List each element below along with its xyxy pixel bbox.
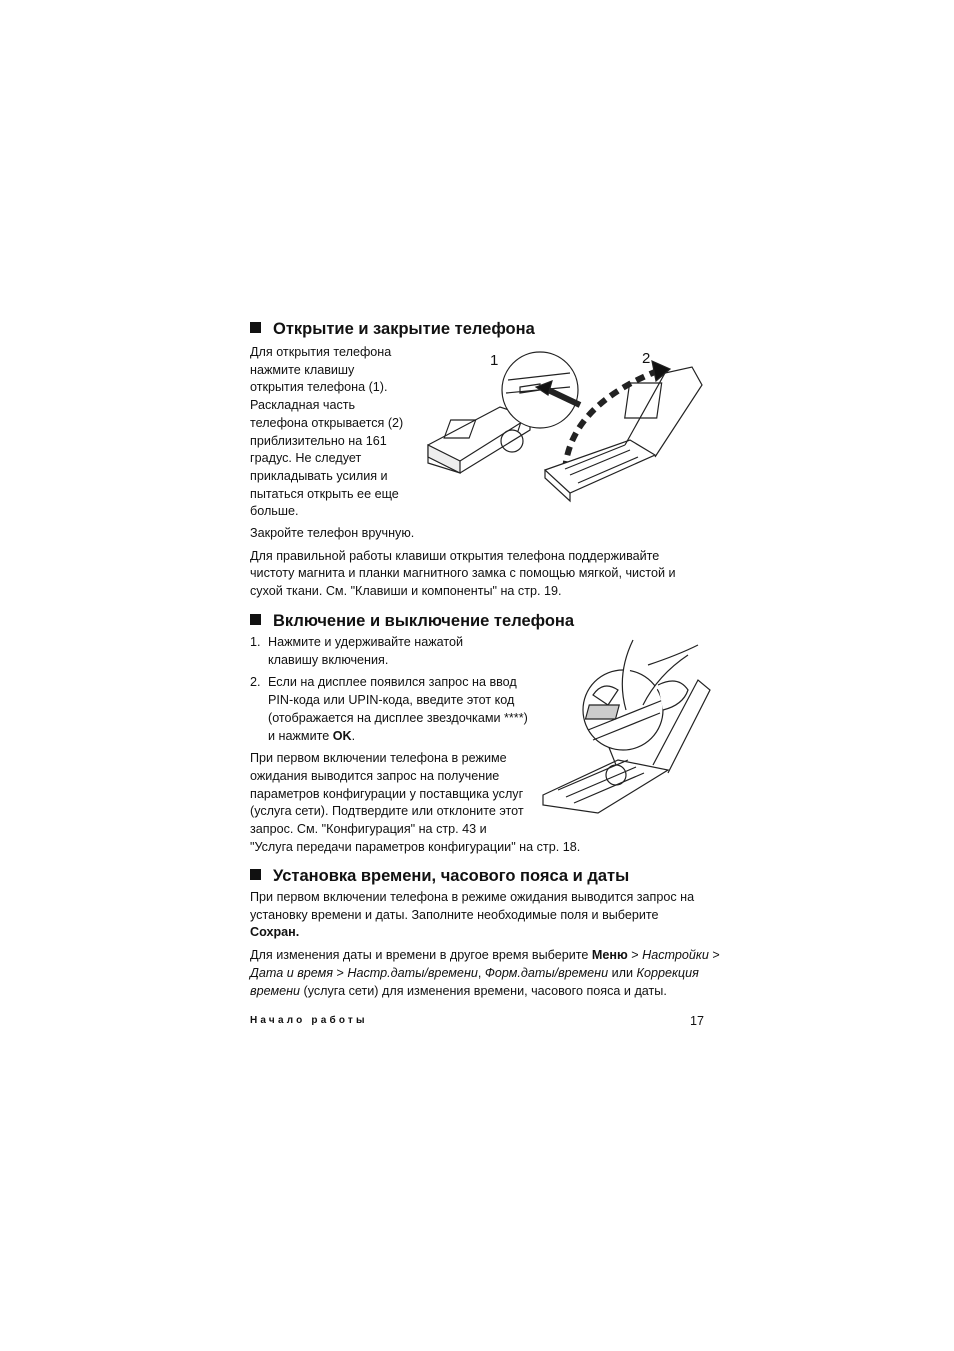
text: , <box>477 965 485 980</box>
heading-text: Открытие и закрытие телефона <box>273 320 535 338</box>
text-line: градус. Не следует <box>250 451 362 466</box>
phone-opening-illustration <box>420 345 710 505</box>
text-line <box>250 983 720 1001</box>
set-datetime-label: Настр.даты/времени <box>347 965 478 980</box>
text-line: При первом включении телефона в режиме ожидания выводится запрос на <box>250 890 695 904</box>
time-correction-label: Коррекция <box>636 965 699 980</box>
text-line: параметров конфигурации у поставщика услуг <box>250 786 524 801</box>
heading-text: Включение и выключение телефона <box>273 612 575 630</box>
text-line: При первом включении телефона в режиме <box>250 751 507 766</box>
save-label: Сохран. <box>250 925 300 940</box>
footer-chapter: Начало работы <box>250 1015 368 1026</box>
menu-label: Меню <box>591 948 628 963</box>
text-line: (отображается на дисплее звездочками ****) <box>268 710 528 725</box>
heading-text: Установка времени, часового пояса и даты <box>273 867 630 885</box>
power-key-illustration <box>538 635 713 820</box>
text-line: Раскладная часть <box>250 398 356 413</box>
step-number: 1. <box>250 635 261 649</box>
datetime-label: Дата и время <box>250 965 334 980</box>
power-steps <box>250 634 580 856</box>
text: Для изменения даты и времени в другое время выберите <box>250 948 592 963</box>
bullet-square-icon <box>250 614 261 625</box>
text-line: ожидания выводится запрос на получение <box>250 768 500 783</box>
text-line: больше. <box>250 504 299 519</box>
step-2 <box>250 674 580 692</box>
text-line: "Услуга передачи параметров конфигурации" на стр. 18. <box>250 839 581 854</box>
text-line: PIN-кода или UPIN-кода, введите этот код <box>268 693 515 708</box>
text-line: сухой ткани. См. "Клавиши и компоненты" на стр. 19. <box>250 584 562 599</box>
figure-label-2: 2 <box>642 350 651 367</box>
ok-key-label: OK <box>332 728 352 743</box>
step-1 <box>250 634 580 652</box>
text-line: открытия телефона (1). <box>250 380 388 395</box>
text-line: запрос. См. "Конфигурация" на стр. 43 и <box>250 822 487 837</box>
text: . <box>351 728 356 743</box>
text-line: (услуга сети). Подтвердите или отклоните этот <box>250 804 524 819</box>
figure-label-1: 1 <box>490 352 499 369</box>
time-instructions <box>250 889 720 1000</box>
text-line: нажмите клавишу <box>250 362 355 377</box>
text: > <box>627 948 643 963</box>
text: > <box>708 948 720 963</box>
text: или <box>608 965 637 980</box>
text-line: пытаться открыть ее еще <box>250 486 399 501</box>
text: (услуга сети) для изменения времени, часового пояса и даты. <box>300 983 667 998</box>
text-line: телефона открывается (2) <box>250 415 404 430</box>
format-datetime-label: Форм.даты/времени <box>484 965 609 980</box>
section-heading-open-close <box>250 320 535 339</box>
text-line: прикладывать усилия и <box>250 468 388 483</box>
text-line: клавишу включения. <box>268 652 389 667</box>
text-line: чистоту магнита и планки магнитного замка с помощью мягкой, чистой и <box>250 566 676 581</box>
text-line: Для открытия телефона <box>250 345 392 359</box>
text-line: Для правильной работы клавиши открытия телефона поддерживайте <box>250 548 660 563</box>
text: > <box>333 965 348 980</box>
page-number: 17 <box>690 1014 705 1028</box>
text: и нажмите <box>268 728 333 743</box>
section-heading-time <box>250 867 629 886</box>
text-line: Если на дисплее появился запрос на ввод <box>268 675 517 690</box>
text-line: приблизительно на 161 <box>250 433 387 448</box>
text-line <box>250 947 720 965</box>
close-text: Закройте телефон вручную. <box>250 526 415 541</box>
section-heading-power <box>250 612 574 631</box>
time-correction-label: времени <box>250 983 301 998</box>
step-number: 2. <box>250 675 261 690</box>
text-line <box>250 965 720 983</box>
bullet-square-icon <box>250 869 261 880</box>
bullet-square-icon <box>250 322 261 333</box>
text-line <box>250 728 580 746</box>
text-line: Нажмите и удерживайте нажатой <box>268 635 464 649</box>
text-line: установку времени и даты. Заполните необходимые поля и выберите <box>250 907 659 922</box>
settings-label: Настройки <box>642 948 709 963</box>
